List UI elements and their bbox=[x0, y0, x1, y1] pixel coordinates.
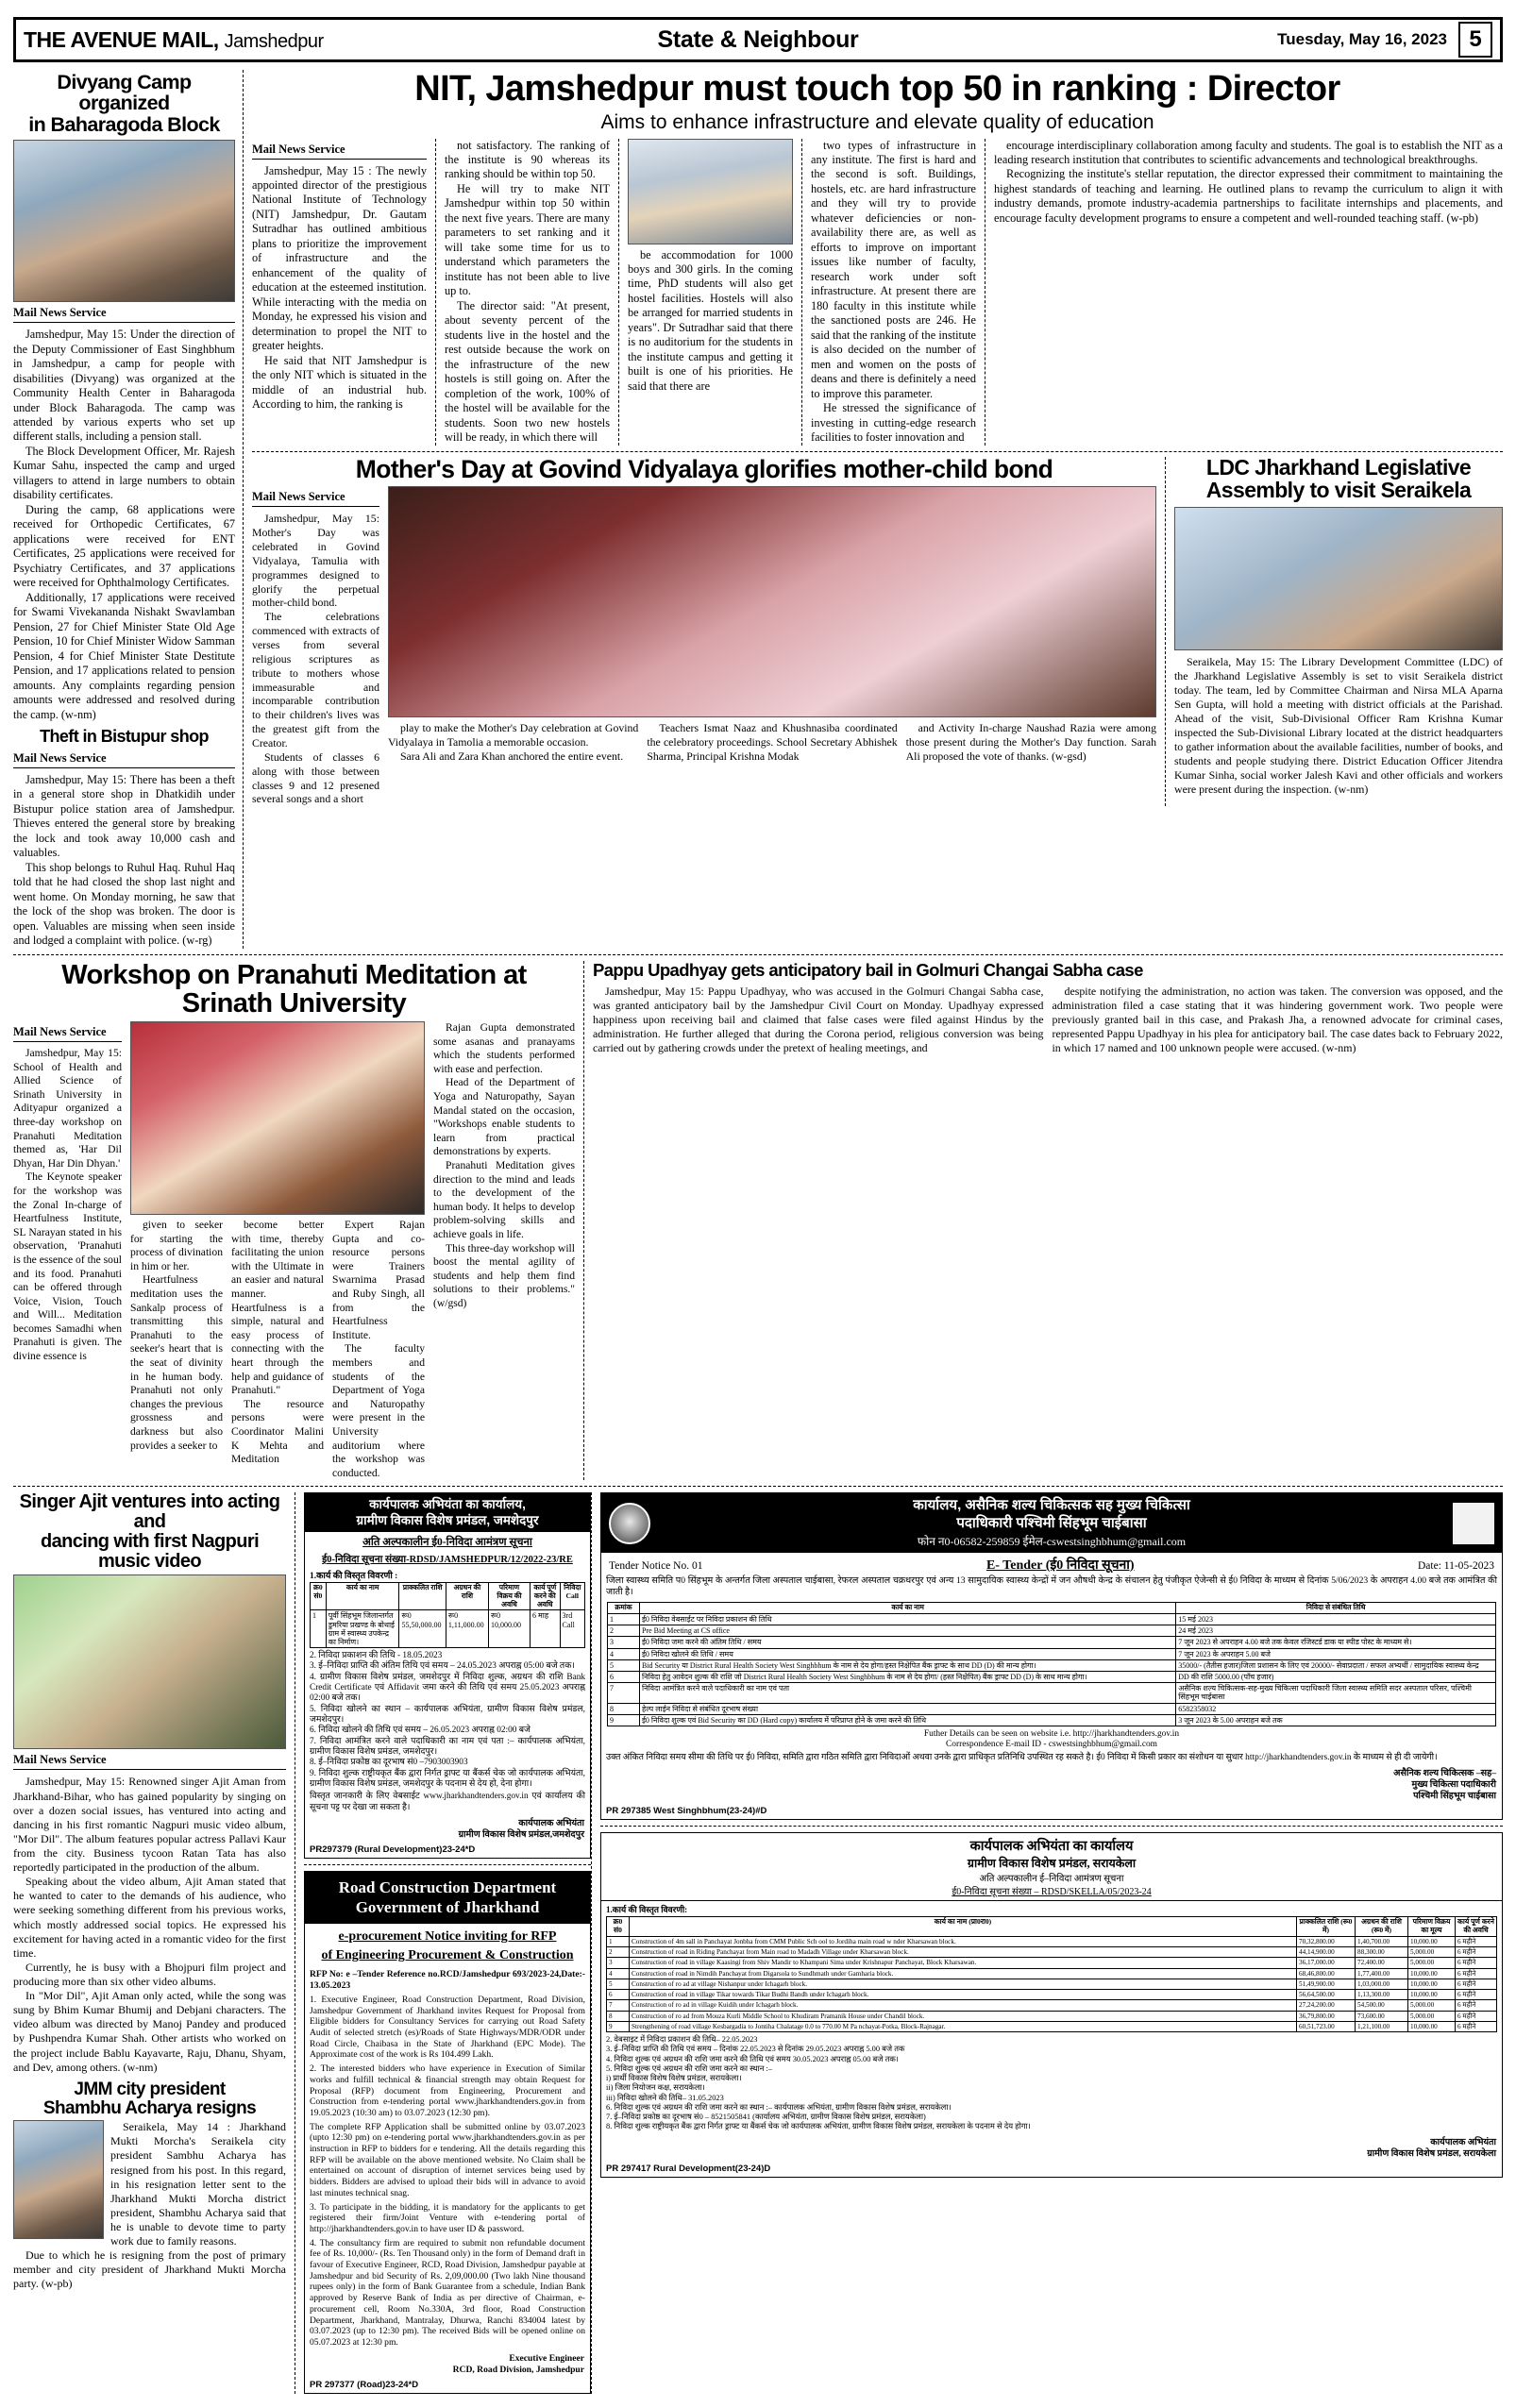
table-row: 2 Construction of road in Riding Panchayat from Main road to Madadh Village under Kharsawan block. 44,14,900.00 88,300.00 5,000.00 6 महीने bbox=[607, 1946, 1497, 1957]
nit-columns bbox=[252, 139, 1503, 446]
nit-director-photo bbox=[628, 139, 793, 244]
th-serial: क्रमांक bbox=[608, 1603, 640, 1614]
mothers-ldc-region bbox=[252, 451, 1503, 807]
ad-etender-table-body bbox=[608, 1614, 1496, 1726]
table-row: 3 Construction of road in village Kaasingi from Shiv Mandir to Khampani Sima under Krishnapur Panchayat, Block Kharsawan. 36,17,000.00 72,400.00 5,000.00 6 महीने bbox=[607, 1958, 1497, 1968]
jharkhand-logo-icon bbox=[1453, 1503, 1494, 1544]
ad-road-sub2: of Engineering Procurement & Construction bbox=[321, 1948, 574, 1963]
th-emd: अग्रधन की राशि (रू0 में) bbox=[1356, 1917, 1408, 1936]
divyang-photo bbox=[13, 140, 235, 302]
table-header-row bbox=[608, 1603, 1496, 1614]
ldc-article: LDC Jharkhand Legislative Assembly to visit Seraikela Seraikela, May 15: The Library Development Committee (LDC) of the Jharkhand Legislative Assembly is set to visit Seraikela district today. The team, led by Committee Chairman and Nirsa MLA Aparna Sen Gupta, will hold a meeting with district officials at the Parishad. Ahead of the visit, Sub-Divisional Officer Ram Krishna Kumar inspected the Sub-Divisional Library located at the district headquarters to gather information about the available facilities, number of books, and students and people studying there. District Education Officer Jitendra Kumar Sinha, social worker Jalesh Kavi and other officials and workers were present during the inspection. (w-nm) bbox=[1165, 457, 1503, 807]
ad-skella-pr: PR 297417 Rural Development(23-24)D bbox=[606, 2163, 771, 2174]
th-call: निविदा Call bbox=[560, 1583, 584, 1610]
th-est: प्राक्कलित राशि (रू0 में) bbox=[1297, 1917, 1356, 1936]
th-sale: परिमाण विक्रय की अवधि bbox=[488, 1583, 530, 1610]
middle-region bbox=[13, 954, 1503, 1481]
workshop-article bbox=[13, 961, 583, 1481]
nit-headline: NIT, Jamshedpur must touch top 50 in ranking : Director bbox=[414, 69, 1340, 109]
table-row: 8 हेल्प लाईन निविदा से संबंधित दूरभाष संख्या 6582358032 bbox=[608, 1703, 1496, 1714]
table-row: 7 Construction of ro ad in village Kuidih under Ichagarh block. 27,24,200.00 54,500.00 5,000.00 6 महीने bbox=[607, 2000, 1497, 2011]
mothers-day-article bbox=[252, 454, 1165, 807]
singer-byline: Mail News Service bbox=[13, 1753, 286, 1770]
page-number: 5 bbox=[1458, 22, 1492, 58]
ad-rdsd-table bbox=[310, 1582, 585, 1648]
workshop-headline: Workshop on Pranahuti Meditation at Srinath University bbox=[61, 959, 527, 1019]
table-row: 5 Construction of ro ad at village Nishanpur under Ichagarh block. 51,49,900.00 1,03,000.00 10,000.00 6 महीने bbox=[607, 1979, 1497, 1989]
bottom-left-column: Singer Ajit ventures into acting and dancing with first Nagpuri music video Mail News Service Jamshedpur, May 15: Renowned singer Ajit Aman from Jharkhand-Bihar, who has gained popularity by singing on over a dozen social issues, has ventured into acting and dancing in his first romantic Nagpuri music video album, "Mor Dil". The album features popular actress Pallavi Kaur from the city. Business tycoon Ratan Tata has also reportedly participated in the production of the album. Speaking about the video album, Ajit Aman stated that he wanted to cater to the demands of his audience, who were seeking something different from his previous works, which mostly addressed social topics. He expressed his excitement for having acted in a romantic video for the first time. Currently, he is busy with a Bhojpuri film project and producing more than six other video albums. In "Mor Dil", Ajit Aman only acted, while the song was sung by Bhim Kumar Bhumij and Debjani characters. The video album was directed by Manoj Pandey and produced by Pushpendra Kumar Shah. Other artists who worked on the project include Bablu Kayavarte, Raju, Dhanu, Shyam, and Dev, among others. (w-nm) JMM city president Shambhu Acharya resigns Seraikela, May 14 : Jharkhand Mukti Morcha's Seraikela city president Sambhu Acharya has resigned from his post. In this regard, in his resignation letter sent to the Jharkhand Mukti Morcha district president, Shambhu Acharya said that he is unable to devote time to party work due to family reasons. Due to which he is resigning from the post of primary member and city president of Jharkhand Mukti Morcha party. (w-pb) bbox=[13, 1491, 286, 2291]
masthead-paper-name: THE AVENUE MAIL, bbox=[24, 26, 219, 52]
ad-rdsd-header: कार्यपालक अभियंता का कार्यालय, ग्रामीण विकास विशेष प्रमंडल, जमशेदपुर bbox=[305, 1493, 590, 1532]
ad-skella-table bbox=[606, 1916, 1497, 2032]
nit-subheadline: Aims to enhance infrastructure and elevate quality of education bbox=[600, 110, 1154, 133]
mothers-day-photo bbox=[388, 486, 1156, 717]
ad-road-body: RFP No: e –Tender Reference no.RCD/Jamshedpur 693/2023-24,Date:- 13.05.2023 1. Executive Engineer, Road Construction Department, Road Division, Jamshedpur Government of Jharkhand invites Request for Proposal from Eligible bidders for Consultancy Services for carrying out Road Safety Audit of selected stretch (es)/Roads of State Highways/MDR/ODR under Road Circle, Chaibasa in the State of Jharkhand (EPC Mode). The Approximate cost of the work is Rs 104.499 Lakh. 2. The interested bidders who have experience in Execution of Similar works and fulfill technical & financial strength may obtain Request for Proposal (RFP) document from Engineering, Procurement and Construction from e-tendering portal www.jharkhandtenders.gov.in from 19.05.2023 (10:30 am) to 03.07.2023 (12:30 pm). The complete RFP Application shall be submitted online by 03.07.2023 (upto 12:30 pm) on e-tendering portal www.jharkhandtenders.gov.in as per instruction in RFP to bidders for e tendering. All the details regarding this RFP will be available on the above mentioned website. No Claim shall be entertained on account of disruption of internet services being used by bidders. Bidders are advised to upload their bids will in advance to avoid last minutes technical snag. 3. To participate in the bidding, it is mandatory for the applicants to get registered their firm/Joint Venture with e-tendering portal of http://jharkhandtenders.gov.in to have user ID & password. 4. The consultancy firm are required to submit non refundable document fee of Rs. 10,000/- (Rs. Ten Thousand only) in the form of Demand draft in favour of Executive Engineer, RCD, Road Division, Jamshedpur payable at Jamshedpur and bid Security of Rs. 2,09,000.00 (Two lakh Nine thousand rupees only) in the form of Bank Guarantee from a schedule, Indian Bank approved by Reserve Bank of India as per directive of Chairman, e- procurement cell, Room No.330A, 3rd floor, Road Construction Department, Jharkhand, Mantralay, Dhurwa, Ranchi 834004 latest by 03.07.2023 (up to 12:30 pm). The received Bids will be opened online on 05.07.2023 at 12:30 pm. bbox=[310, 1969, 585, 2348]
th-sale: परिमाण विक्रय का मूल्य bbox=[1408, 1917, 1456, 1936]
ad-etender-header: कार्यालय, असैनिक शल्य चिकित्सक सह मुख्य चिकित्सा पदाधिकारी पश्चिमी सिंहभूम चाईबासा फोन न0-06582-259859 ईमेल-cswestsinghbhum@gmail.com bbox=[601, 1493, 1502, 1553]
theft-byline: Mail News Service bbox=[13, 751, 235, 768]
table-row: 8 Construction of ro ad from Mouza Kurli Middle School to Khudiram Pramanik House under Chandil block. 36,79,800.00 73,600.00 5,000.00 6 महीने bbox=[607, 2011, 1497, 2021]
masthead-city: Jamshedpur bbox=[224, 30, 324, 52]
table-row: 4 ई0 निविदा खोलने की तिथि / समय 7 जून 2023 के अपराहन 5.00 बजे bbox=[608, 1648, 1496, 1659]
workshop-right bbox=[130, 1021, 425, 1480]
singer-headline: Singer Ajit ventures into acting and dancing with first Nagpuri music video bbox=[19, 1491, 280, 1572]
ad-etender-footer: Futher Details can be seen on website i.e. http://jharkhandtenders.gov.in Correspondence E-mail ID - cswestsinghbhum@gmail.com उक्त अंकित निविदा समय सीमा की तिथि पर ई0 निविदा, समिति द्वारा गठित समिति द्वारा निविदाओं अथवा उनके द्वारा प्राधिकृत प्रतिनिधि उपस्थित रह सकते है। ई0 निविदा में किसी प्रकार का संशोधन या सुधार http://jharkhandtenders.gov.in के माध्यम से ही दी जायेगी। bbox=[606, 1728, 1438, 1762]
bottom-right-column bbox=[591, 1492, 1503, 2393]
nit-col-5: encourage interdisciplinary collaboration among faculty and students. The goal is to establish the NIT as a leading research institution that contributes to scientific advancements and technological breakthroughs. Recognizing the institute's stellar reputation, the director expressed their commitment to maintaining the highest standards of teaching and learning. He outlined plans to revamp the curriculum to align it with industry demands, promote industry-academia partnerships to facilitate internships and placements, and encourage faculty development programs to ensure a competent and well-rounded teaching staff. (w-pb) bbox=[985, 139, 1503, 446]
ad-rdsd-notes: 2. निविदा प्रकाशन की तिथि - 18.05.2023 3. ई–निविदा प्राप्ति की अंतिम तिथि एवं समय – 24.05.2023 अपराह्न 05:00 बजे तक। 4. ग्रामीण विकास विशेष प्रमंडल, जमशेदपुर में निविदा शुल्क, अग्रधन की राशि Bank Credit Certificate एवं Affidavit जमा करने की तिथि एवं समय 25.05.2023 अपराह्न 02:00 बजे तक। 5. निविदा खोलने का स्थान – कार्यपालक अभियंता, ग्रामीण विकास विशेष प्रमंडल, जमशेदपुर। 6. निविदा खोलने की तिथि एवं समय – 26.05.2023 अपराह्न 02:00 बजे 7. निविदा आमंत्रित करने वाले पदाधिकारी का नाम एवं पता :– कार्यपालक अभियंता, ग्रामीण विकास विशेष प्रमंडल, जमशेदपुर। 8. ई–निविदा प्रकोष्ठ का दूरभाष सं0 –7903003903 9. निविदा शुल्क राष्ट्रीयकृत बैंक द्वारा निर्गत ड्राफ्ट या बैंकर्स चेक जो कार्यपालक अभियंता, ग्रामीण विकास विशेष प्रमंडल, जमशेदपुर के पदनाम से देय हो, देना होगा। विस्तृत जानकारी के लिए वेबसाईट www.jharkhandtenders.gov.in एवं कार्यालय की सूचना पट्ट पर देखा जा सकता है। bbox=[310, 1651, 585, 1812]
jmm-photo bbox=[13, 2120, 104, 2239]
theft-headline: Theft in Bistupur shop bbox=[40, 727, 209, 747]
ad-road-sub1: e-procurement Notice inviting for RFP bbox=[338, 1929, 557, 1945]
mothers-day-headline: Mother's Day at Govind Vidyalaya glorifies mother-child bond bbox=[355, 454, 1053, 483]
th-work: कार्य का नाम (प्रा0रा0) bbox=[630, 1917, 1297, 1936]
jmm-body: Seraikela, May 14 : Jharkhand Mukti Morcha's Seraikela city president Sambhu Acharya has resigned from his post. In this regard, in his resignation letter sent to the Jharkhand Mukti Morcha district president, Shambhu Acharya said that he is unable to devote time to party work due to family reasons. bbox=[110, 2120, 286, 2248]
ad-etender-date: Date: 11-05-2023 bbox=[1417, 1559, 1494, 1572]
table-row: 9 Strengthening of road village Kesbargadia to Jontiha Chalatage 0.0 to 770.00 M Pa nchayat-Potka, Block-Rajnagar. 60,51,723.00 1,21,100.00 10,000.00 6 महीने bbox=[607, 2021, 1497, 2031]
workshop-col-1: Mail News Service Jamshedpur, May 15: School of Health and Allied Science of Srinath University in Adityapur organized a three-day workshop on Pranahuti Meditation themed as, 'Har Dil Dhyan, Har Din Dhyan.' The Keynote speaker for the workshop was the Zonal In-charge of Heartfulness Institute, SL Narayan stated in his observation, 'Pranahuti is the essence of the soul and its food. Pranahuti can be offered through Voice, Vision, Touch and Will... Meditation becomes Samadhi when Pranahuti is given. The divine essence is bbox=[13, 1025, 122, 1363]
th-work-name: कार्य का नाम bbox=[640, 1603, 1176, 1614]
ad-road-rfp-no: RFP No: e –Tender Reference no.RCD/Jamshedpur 693/2023-24,Date:- 13.05.2023 bbox=[310, 1969, 585, 1992]
pappu-col-1: Jamshedpur, May 15: Pappu Upadhyay, who was accused in the Golmuri Changai Sabha case, was granted anticipatory bail by the Jamshedpur Civil Court on Monday. Upadhyay expressed happiness upon receiving bail and claimed that false cases were filed against Hindus by the administration. He further alleged that during the Corona period, religious conversion was being carried out by gathering crowds under the pretext of healing meetings, and bbox=[593, 984, 1044, 1054]
masthead-date: Tuesday, May 16, 2023 bbox=[1277, 30, 1447, 48]
ad-rdsd-sub1: अति अल्पकालीन ई0-निविदा आमंत्रण सूचना bbox=[362, 1537, 532, 1549]
th-emd: अग्रधन की राशि bbox=[446, 1583, 488, 1610]
ad-etender-intro: जिला स्वास्थ्य समिति प0 सिंहभूम के अन्तर्गत जिला अस्पताल चाईबासा, रेफरल अस्पताल चक्रधरपुर एवं अन्य 13 सामुदायिक स्वास्थ्य केन्द्रों में जन औषधी केन्द्र के संचालन हेतु पंजीकृत ऐजेन्सी से ई0 निविदा के माध्यम से दिनांक 5/06/2023 के अपराहन 4.00 बजे तक आमंत्रित की जाती है। bbox=[606, 1574, 1497, 1597]
ad-road-header: Road Construction Department Government of Jharkhand bbox=[305, 1872, 590, 1924]
ad-etender-table bbox=[607, 1602, 1496, 1726]
table-row: 2 Pre Bid Meeting at CS office 24 मई 2023 bbox=[608, 1625, 1496, 1637]
left-column bbox=[13, 70, 243, 949]
mothers-col-1: Mail News Service Jamshedpur, May 15: Mother's Day was celebrated in Govind Vidyalaya, Tamulia with programmes designed to glorify the perpetual mother-child bond. The celebrations commenced with extracts of verses from several religious scriptures as tribute to mothers whose immeasurable and incomparable contribution to their children's lives was the greatest gift from the Creator. Students of classes 6 along with those between classes 9 and 12 presened several songs and a short bbox=[252, 490, 379, 806]
bottom-middle-column bbox=[295, 1492, 591, 2393]
ad-etender-signature: असैनिक शल्य चिकित्सक –सह– मुख्य चिकित्सा पदाधिकारी पश्चिमी सिंहभूम चाईबासा bbox=[1393, 1768, 1496, 1802]
mothers-byline: Mail News Service bbox=[252, 490, 379, 507]
mothers-col-4: and Activity In-charge Naushad Razia were among those present during the Mother's Day function. Sarah Ali proposed the vote of thanks. (w-gsd) bbox=[905, 721, 1156, 763]
ad-road-signature: Executive Engineer RCD, Road Division, Jamshedpur bbox=[452, 2352, 584, 2375]
workshop-col-3: become better with time, thereby facilitating the union with the Ultimate in an easier and natural manner. Heartfulness is a simple, natural and easy process of connecting with the heart through the help and guidance of Pranahuti." The resource persons were Coordinator Malini K Mehta and Meditation bbox=[231, 1219, 324, 1466]
ad-etender-chaibasa bbox=[600, 1492, 1503, 1820]
workshop-photo bbox=[130, 1021, 425, 1215]
table-row: 6 Construction of road in village Tikar towards Tikar Budhi Bandh under Ichagarh block. 56,64,500.00 1,13,300.00 10,000.00 6 महीने bbox=[607, 1990, 1497, 2000]
bottom-region bbox=[13, 1486, 1503, 2393]
singer-photo bbox=[13, 1574, 286, 1749]
pappu-article bbox=[583, 961, 1503, 1481]
jmm-headline: JMM city president Shambhu Acharya resigns bbox=[42, 2079, 257, 2118]
th-dates: निविदा से संबंधित तिथि bbox=[1176, 1603, 1496, 1614]
table-row: 4 Construction of road in Nimdih Panchayat from Digarsola to Sundhmath under Gamharia block. 68,46,800.00 1,77,400.00 10,000.00 6 महीने bbox=[607, 1968, 1497, 1979]
theft-body: Jamshedpur, May 15: There has been a theft in a general store shop in Dhatkidih under Bistupur police station area of Jamshedpur. Thieves entered the general store by breaking the lock and took away 10,000 cash and valuables. This shop belongs to Ruhul Haq. Ruhul Haq told that he had closed the shop last night and went home. On Monday morning, he saw that the lock of the shop was broken. The door is open. Valuables are missing when seen inside and lodged a complaint with police. (w-rg) bbox=[13, 772, 235, 948]
table-row: 9 ई0 निविदा शुल्क एवं Bid Security का DD (Hard copy) कार्यालय में परिप्राप्त होने के जमा करने की तिथि 3 जून 2023 के 5.00 अपराहन बजे तक bbox=[608, 1714, 1496, 1726]
pappu-col-2: despite notifying the administration, no action was taken. The conversion was opposed, and the administration filed a case stating that it was hindering government work. Two people were previously granted bail in this case, and Prakash Jha, a renowned advocate for criminal cases, represented Pappu Upadhyay in his plea for anticipatory bail. The case dates back to February 2022, in which 17 named and 100 unknown people were accused. (w-nm) bbox=[1052, 984, 1503, 1054]
nit-col-1: Mail News Service Jamshedpur, May 15 : The newly appointed director of the prestigious National Institute of Technology (NIT) Jamshedpur, Dr. Gautam Sutradhar has outlined ambitious plans to prioritize the improvement of infrastructure and the enhancement of the quality of education at the esteemed institution. While interacting with the media on Monday, he expressed his vision and determination to propel the NIT to greater heights. He said that NIT Jamshedpur is the only NIT which is situated in the middle of an industrial hub. According to him, the ranking is bbox=[252, 142, 427, 412]
ad-road-pr: PR 297377 (Road)23-24*D bbox=[310, 2379, 419, 2390]
top-right-block bbox=[243, 70, 1503, 949]
mothers-photo-and-cols bbox=[388, 486, 1156, 806]
ad-etender-notice-no: Tender Notice No. 01 bbox=[609, 1559, 703, 1572]
divyang-byline: Mail News Service bbox=[13, 306, 235, 323]
ad-skella-header: कार्यपालक अभियंता का कार्यालय ग्रामीण विकास विशेष प्रमंडल, सरायकेला अति अल्पकालीन ई–निविदा आमंत्रण सूचना ई0-निविदा सूचना संख्या – RDSD/SKELLA/05/2023-24 bbox=[601, 1833, 1502, 1901]
top-region bbox=[13, 70, 1503, 949]
ad-rdsd-seraikela bbox=[600, 1832, 1503, 2177]
nit-byline: Mail News Service bbox=[252, 143, 427, 160]
ad-skella-sec-title: 1.कार्य की विस्तृत विवरणी: bbox=[606, 1905, 688, 1915]
ad-rdsd-jamshedpur bbox=[304, 1492, 591, 1859]
workshop-col-2: given to seeker for starting the process of divination in him or her. Heartfulness meditation uses the Sankalp process of transmitting this Pranahuti to the seeker's heart that is the seat of divinity in he human body. Pranahuti not only changes the previous grossness and darkness but also provides a seeker to bbox=[130, 1219, 223, 1452]
table-row: 3 ई0 निविदा जमा करने की अंतिम तिथि / समय 7 जून 2023 से अपराहन 4.00 बजे तक केवल रजिस्टर्ड डाक या स्पीड पोस्ट के माध्यम से। bbox=[608, 1637, 1496, 1648]
pappu-headline: Pappu Upadhyay gets anticipatory bail in Golmuri Changai Sabha case bbox=[593, 959, 1143, 980]
nit-col-4: two types of infrastructure in any institute. The first is hard and the second is soft. Buildings, hostels, etc. are hard infrastructure and they will try to provide whatever deficiencies or non-availability there are, as well as efforts to improve on important issues like number of faculty, research work under soft infrastructure. At present there are 180 faculty in this institute while the sanctioned posts are 246. He said that the ranking of the institute is also decided on the number of men and women on the posts of deans and there is definitely a need to improve this parameter. He stressed the significance of investing in cutting-edge research facilities to foster innovation and bbox=[801, 139, 976, 446]
table-row: 6 निविदा हेतु आवेदन शुल्क की राशि जो District Rural Health Society West Singhbhum के नाम से देय होगा/ (हस्त निक्षेपित) बैंक ड्राफ्ट DD (D) के साथ मान्य होगा। DD की राशि 5000.00 (पाँच हजार) bbox=[608, 1671, 1496, 1682]
mothers-col-2: play to make the Mother's Day celebration at Govind Vidyalaya in Tamolia a memorable occasion. Sara Ali and Zara Khan anchored the entire event. bbox=[388, 721, 639, 763]
ad-etender-pr: PR 297385 West Singhbhum(23-24)#D bbox=[606, 1806, 767, 1817]
workshop-col-4: Expert Rajan Gupta and co-resource persons were Trainers Swarnima Prasad and Ruby Singh, all from the Heartfulness Institute. The faculty members and students of the Department of Yoga and Naturopathy were present in the University auditorium where the workshop was conducted. bbox=[332, 1219, 425, 1479]
table-row: 1 पूर्वी सिंहभूम जिलान्तर्गत डुमरिया प्रखण्ड के बोथाई ग्राम में स्वास्थ्य उपकेन्द्र का निर्माण। रू0 55,50,000.00 रू0 1,11,000.00 रू0 10,000.00 6 माह 3rd Call bbox=[311, 1610, 585, 1648]
mothers-day-columns bbox=[252, 486, 1156, 806]
workshop-byline: Mail News Service bbox=[13, 1025, 122, 1042]
th-period: कार्य पूर्ण करने की अवधि bbox=[531, 1583, 561, 1610]
ad-rdsd-sec-title: 1.कार्य की विस्तृत विवरणी : bbox=[310, 1572, 398, 1582]
nit-col-3: be accommodation for 1000 boys and 300 girls. In the coming time, PhD students will also get hostel facilities. Hostels will also be arranged for married students in years". Dr Sutradhar said that there is no auditorium for the students in the institute campus and getting it built is one of his priorities. He said that there are bbox=[618, 139, 793, 446]
mothers-col-3: Teachers Ismat Naaz and Khushnasiba coordinated the celebratory proceedings. School Secretary Abhishek Sharma, Principal Krishna Modak bbox=[647, 721, 898, 763]
ad-road-construction bbox=[304, 1871, 591, 2394]
divyang-headline: Divyang Camp organized in Baharagoda Block bbox=[28, 71, 220, 136]
ad-rdsd-signature: कार्यपालक अभियंता ग्रामीण विकास विशेष प्रमंडल,जमशेदपुर bbox=[458, 1818, 584, 1841]
masthead-section: State & Neighbour bbox=[657, 25, 859, 53]
table-header-row bbox=[607, 1917, 1497, 1936]
ad-skella-table-body bbox=[607, 1936, 1497, 2032]
national-emblem-icon bbox=[609, 1503, 650, 1544]
ad-skella-signature: कार्यपालक अभियंता ग्रामीण विकास विशेष प्रमंडल, सरायकेला bbox=[1367, 2136, 1496, 2159]
ad-rdsd-pr: PR297379 (Rural Development)23-24*D bbox=[310, 1844, 476, 1856]
workshop-col-5: Rajan Gupta demonstrated some asanas and pranayams which the students performed with ease and perfection. Head of the Department of Yoga and Naturopathy, Sayan Mandal stated on the occasion, "Workshops enable students to learn from practical demonstrations by experts. Pranahuti Meditation gives direction to the mind and leads to the development of the human body. It helps to develop problem-solving skills and achieve goals in life. This three-day workshop will boost the mental agility of students and help them find solutions to their problems." (w/gsd) bbox=[433, 1021, 575, 1309]
th-sno: क्र0 सं0 bbox=[311, 1583, 327, 1610]
table-row: 7 निविदा आमंत्रित करने वाले पदाधिकारी का नाम एवं पता असैनिक शल्य चिकित्सक-सह-मुख्य चिकित्सा पदाधिकारी जिला स्वास्थ्य समिति सदर अस्पताल परिसर, पश्चिमी सिंहभूम चाईबासा bbox=[608, 1683, 1496, 1703]
ad-rdsd-website-note: विस्तृत जानकारी के लिए वेबसाईट www.jharkhandtenders.gov.in एवं कार्यालय की सूचना पट्ट पर देखा जा सकता है। bbox=[310, 1792, 585, 1812]
ldc-photo bbox=[1174, 507, 1503, 650]
ad-skella-notes: 2. वेबसाइट में निविदा प्रकाशन की तिथि– 22.05.2023 3. ई–निविदा प्राप्ति की तिथि एवं समय – दिनांक 22.05.2023 से दिनांक 29.05.2023 अपराह्न 5.00 बजे तक 4. निविदा शुल्क एवं अग्रधन की राशि जमा करने की तिथि एवं समय 30.05.2023 अपराह्न 05.00 बजे तक। 5. निविदा शुल्क एवं अग्रधन की राशि जमा करने का स्थान :– i) प्रार्थी विकास विशेष विशेष प्रमंडल, सरायकेला। ii) जिला नियोजन कक्ष, सरायकेला। iii) निविदा खोलने की तिथि– 31.05.2023 6. निविदा शुल्क एवं अग्रधन की राशि जमा करने का स्थान :– कार्यपालक अभियंता, ग्रामीण विकास विशेष प्रमंडल, सरायकेला। 7. ई–निविदा प्रकोष्ठ का दूरभाष सं0 – 8521505841 (कार्यालय अभियंता, ग्रामीण विकास विशेष प्रमंडल, सरायकेला) 8. निविदा शुल्क राष्ट्रीयकृत बैंक द्वारा निर्गत ड्राफ्ट या बैंकर्स चेक जो कार्यपालक अभियंता, ग्रामीण विकास विशेष प्रमंडल, सरायकेला के पदनाम से देय होगा। bbox=[606, 2035, 1031, 2131]
table-row: 1 Construction of 4m sall in Panchayat Jonbha from CMM Public Sch ool to Jordiha main road w nder Kharsawan block. 70,32,800.00 1,40,700.00 10,000.00 6 महीने bbox=[607, 1936, 1497, 1946]
singer-body: Jamshedpur, May 15: Renowned singer Ajit Aman from Jharkhand-Bihar, who has gained popularity by singing on over a dozen social issues, has ventured into acting and dancing in his first romantic Nagpuri music video album, "Mor Dil". The album features popular actress Pallavi Kaur from the city. Business tycoon Ratan Tata has also reportedly participated in the production of the album. Speaking about the video album, Ajit Aman stated that he wanted to cater to the demands of his audience, who were seeking something different from his previous works, which mostly addressed social topics. He expressed his excitement for having acted in a romantic video for the first time. Currently, he is busy with a Bhojpuri film project and producing more than six other video albums. In "Mor Dil", Ajit Aman only acted, while the song was sung by Bhim Kumar Bhumij and Debjani characters. The video album was directed by Manoj Pandey and produced by Pushpendra Kumar Shah. Other artists who worked on the project include Bablu Kayavarte, Raju, Dhanu, Shyam, and Dev, among others. (w-nm) bbox=[13, 1775, 286, 2074]
ldc-headline: LDC Jharkhand Legislative Assembly to visit Seraikela bbox=[1205, 454, 1472, 502]
table-header-row bbox=[311, 1583, 585, 1610]
th-work: कार्य का नाम bbox=[326, 1583, 399, 1610]
masthead bbox=[13, 17, 1503, 62]
divyang-body: Jamshedpur, May 15: Under the direction of the Deputy Commissioner of East Singhbhum in Jamshedpur, a camp for people with disabilities (Divyang) was organized at the Community Health Center in Baharagoda under Block Baharagoda. The camp was attended by various experts who set up different stalls, including a pension stall. The Block Development Officer, Mr. Rajesh Kumar Sahu, inspected the camp and urged villagers to attend in large numbers to obtain disability certificates. During the camp, 68 applications were received for Orthopedic Certificates, 67 applications were received for ENT Certificates, 25 applications were received for Psychiatry Certificates, and 37 applications were received for Ophthalmology Certificates. Additionally, 17 applications were received for Swami Vivekananda Nishakt Swavlamban Pension, 27 for Chief Minister State Old Age Pension, 10 for Chief Minister Widow Samman Pension, 4 for Chief Minister State Destitute Pension, and 17 applications related to pension amounts. Any complaints regarding pension amounts were addressed and resolved during the camp. (w-nm) bbox=[13, 328, 235, 721]
ad-rdsd-sub2: ई0-निविदा सूचना संख्या-RDSD/JAMSHEDPUR/12/2022-23/RE bbox=[322, 1555, 573, 1566]
th-period: कार्य पूर्ण करने की अवधि bbox=[1456, 1917, 1497, 1936]
masthead-right bbox=[1277, 22, 1492, 58]
nit-col-2: not satisfactory. The ranking of the institute is 90 whereas its ranking should be within top 50. He will try to make NIT Jamshedpur within top 50 within the next five years. There are many parameters to set ranking and it will take some time for us to understand which parameters the institute has not been able to live up to. The director said: "At present, about seventy percent of the students live in the hostel and the rest outside because the work on the infrastructure of the new hostels is still going on. After the completion of the work, 100% of the hostel will be available for the students. Soon two new hostels will be ready, in which there will bbox=[435, 139, 610, 446]
table-row: 1 ई0 निविदा वेबसाईट पर निविदा प्रकाशन की तिथि 15 मई 2023 bbox=[608, 1614, 1496, 1625]
th-sno: क्र0 सं0 bbox=[607, 1917, 630, 1936]
table-row: 5 Bid Security या District Rural Health Society West Singhbhum के नाम से देय होगा/हस्त निक्षेपित बैंक ड्राफ्ट के साथ DD (D) की मान्य होगा। 35000/- (तैतीस हजार)जिला प्रशासन के लिए एवं 20000/- सेवाप्रदाता / सफल अभ्यर्थी / सामुदायिक स्वास्थ्य केन्द्र bbox=[608, 1659, 1496, 1671]
th-est: प्राक्कलित राशि bbox=[399, 1583, 446, 1610]
ad-etender-title: E- Tender (ई0 निविदा सूचना) bbox=[985, 1558, 1135, 1573]
